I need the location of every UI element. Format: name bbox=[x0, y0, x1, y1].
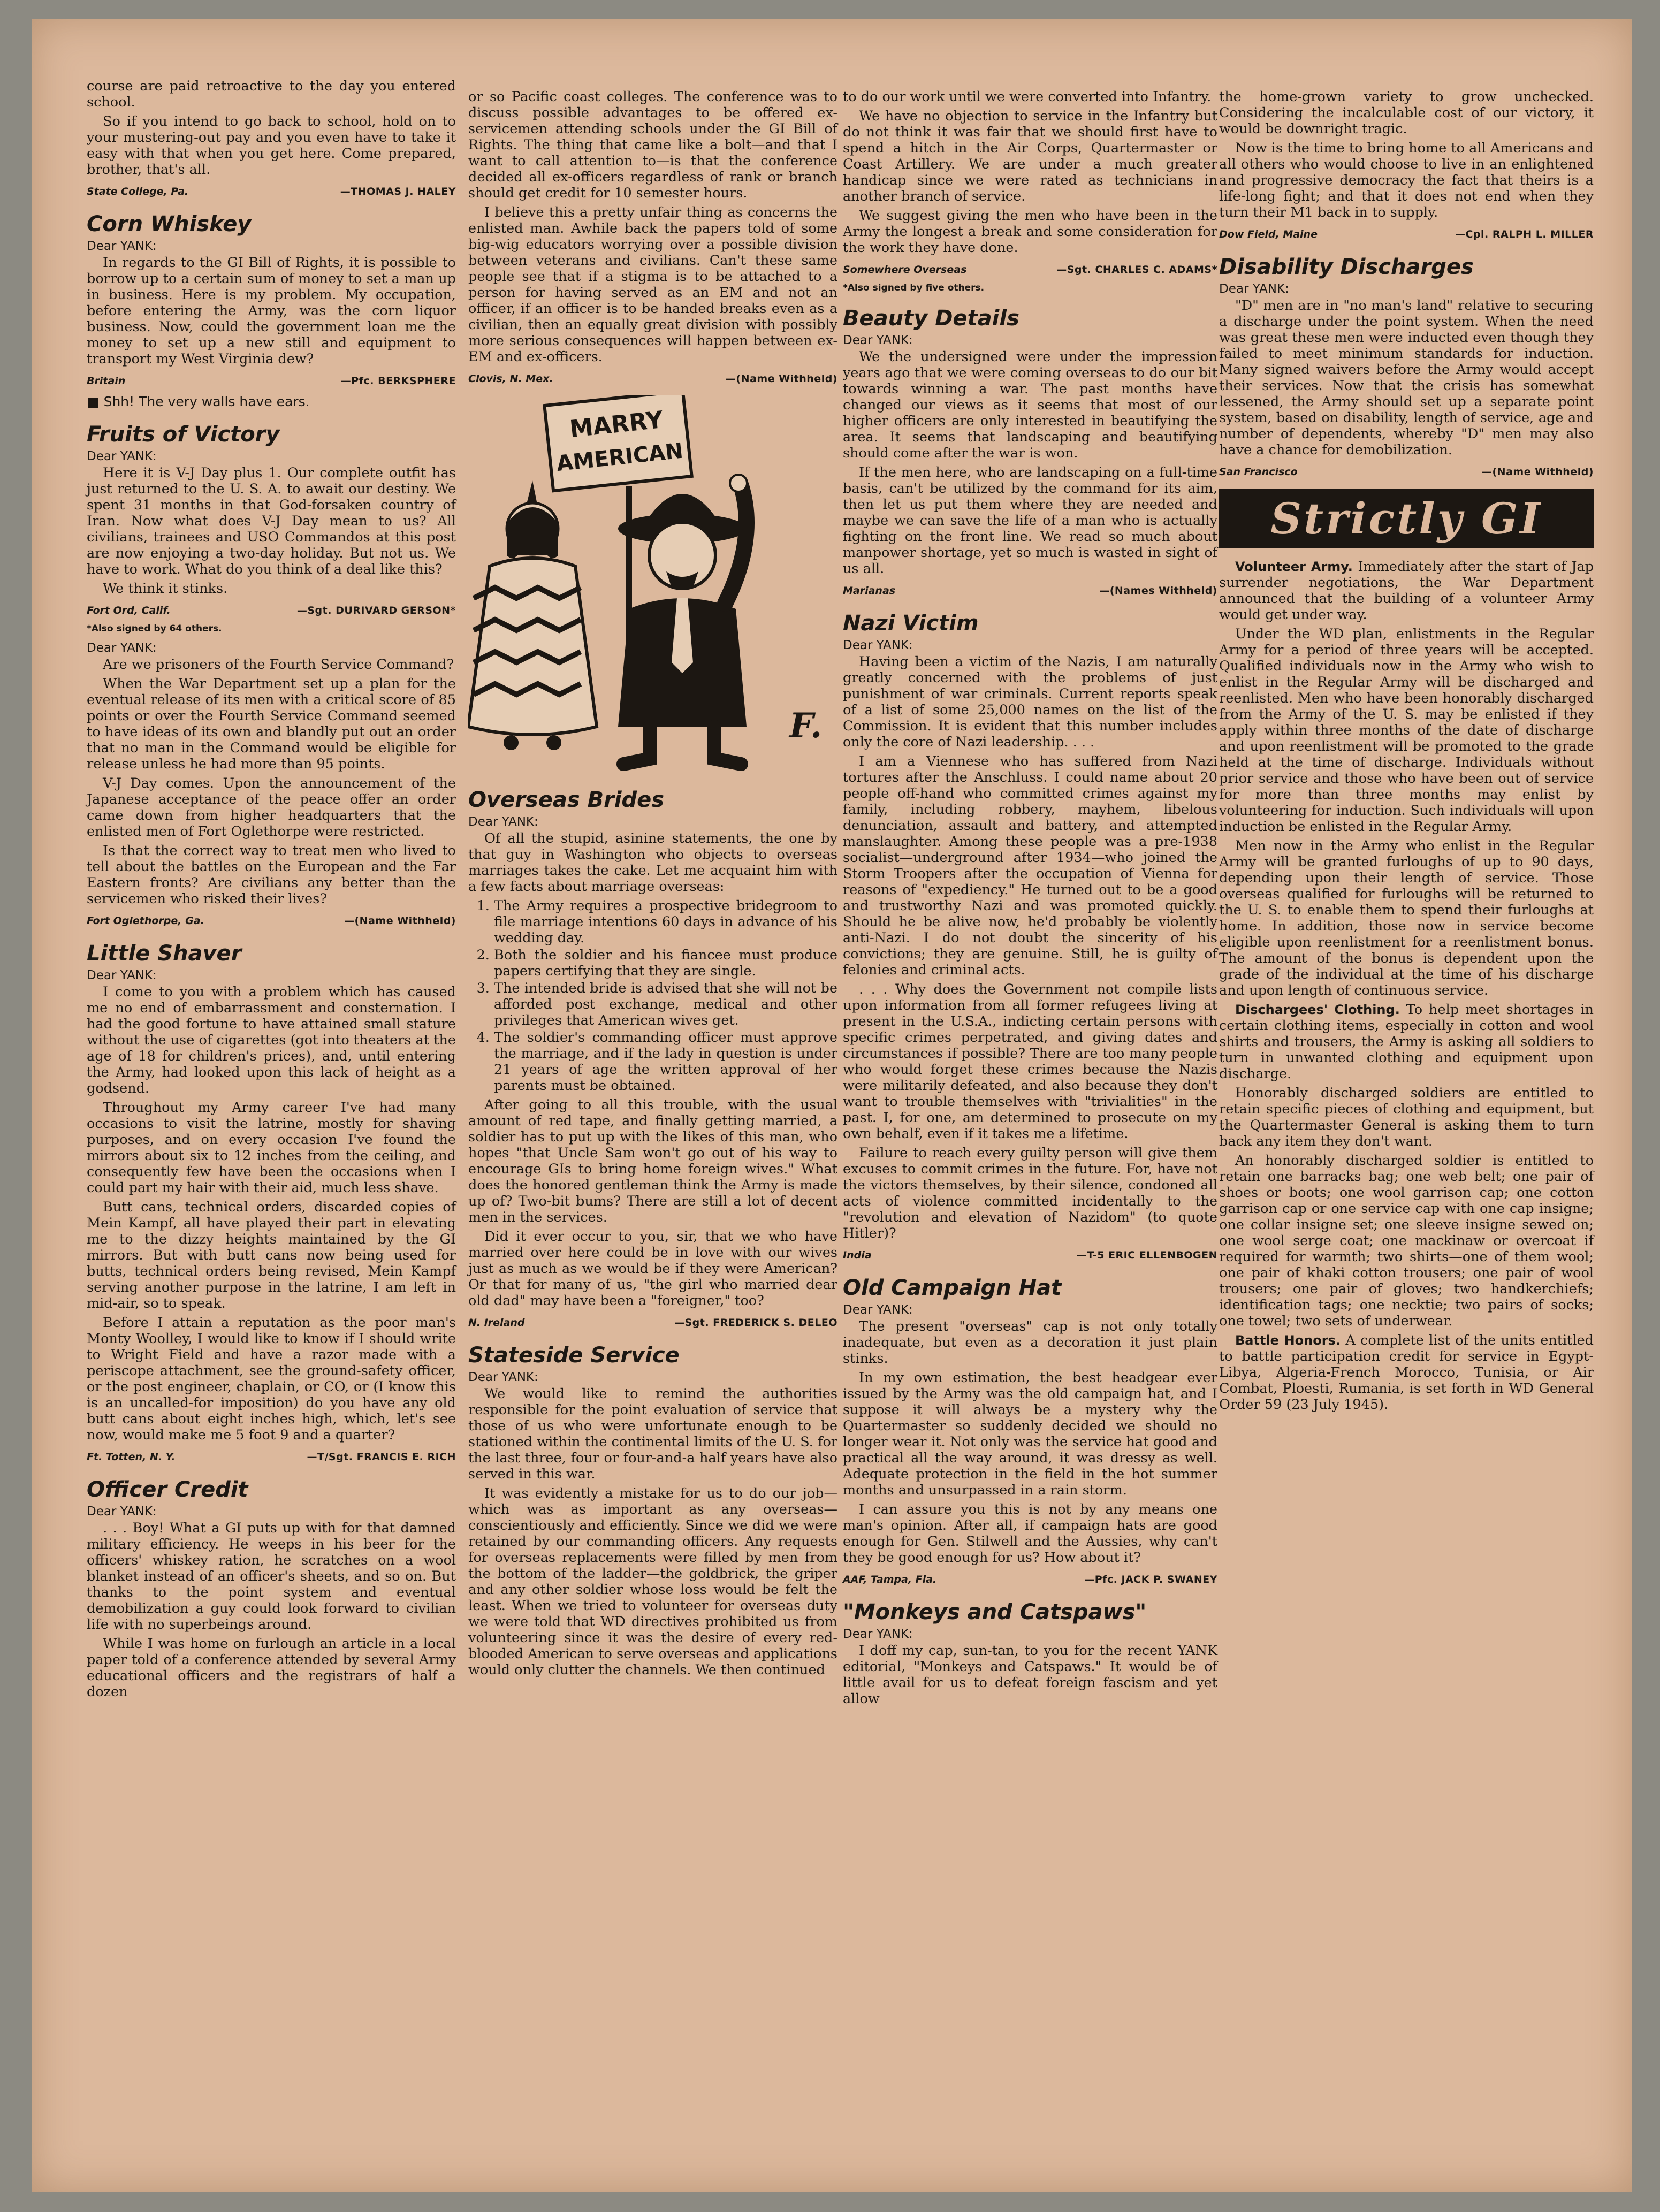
paragraph: We have no objection to service in the Infantry but do not think it was fair that we should first have to spend a hitch in the Air Corps, Quartermaster or Coast Artillery. We are under a much greater handicap since we were rated as technicians in another branch of service. bbox=[843, 108, 1217, 204]
paragraph: I can assure you this is not by any means one man's opinion. After all, if campaign hats are good enough for Gen. Stilwell and the Aussies, why can't they be good enough for us? How about it? bbox=[843, 1501, 1217, 1566]
letter-heading: Officer Credit bbox=[87, 1477, 248, 1502]
salutation: Dear YANK: bbox=[87, 1505, 157, 1519]
list-item: 4. The soldier's commanding officer must approve the marriage, and if the lady in question is under 21 years of age the written approval of her parents must be obtained. bbox=[494, 1029, 837, 1094]
letter-signature: Clovis, N. Mex. —(Name Withheld) bbox=[468, 373, 837, 385]
paragraph: I come to you with a problem which has caused me no end of embarrassment and consternation. I had the good fortune to have attained small stature without the use of cigarettes (got into theaters at the age of 18 for children's prices), and, until entering the Army, had looked upon this lack of height as a godsend. bbox=[87, 984, 456, 1096]
editor-reply: ■ Shh! The very walls have ears. bbox=[87, 394, 310, 409]
letter-signature: Marianas —(Names Withheld) bbox=[843, 585, 1217, 597]
marriage-facts-list bbox=[468, 898, 837, 1094]
sign-text-line2: AMERICAN bbox=[555, 438, 684, 477]
salutation: Dear YANK: bbox=[87, 449, 157, 463]
paragraph: V-J Day comes. Upon the announcement of the Japanese acceptance of the peace offer an order came down from higher headquarters that the enlisted men of Fort Oglethorpe were restricted. bbox=[87, 775, 456, 840]
letter-signature: Somewhere Overseas —Sgt. CHARLES C. ADAMS* bbox=[843, 264, 1217, 276]
section-lead: Volunteer Army. bbox=[1235, 559, 1353, 574]
paragraph: Is that the correct way to treat men who lived to tell about the battles on the European and the Far Eastern fronts? Are civilians any better than the servicemen who risked their lives? bbox=[87, 843, 456, 907]
column-3 bbox=[843, 89, 1217, 1710]
letter-signature: N. Ireland —Sgt. FREDERICK S. DELEO bbox=[468, 1317, 837, 1329]
letter-signature: India —T-5 ERIC ELLENBOGEN bbox=[843, 1249, 1217, 1261]
list-item: 3. The intended bride is advised that she will not be afforded post exchange, medical and other privileges that American wives get. bbox=[494, 980, 837, 1028]
paragraph: Throughout my Army career I've had many occasions to visit the latrine, mostly for shaving purposes, and on every occasion I've found the mirrors about six to 12 inches from the ceiling, and consequently few have been the occasions when I could part my hair with their aid, much less shave. bbox=[87, 1100, 456, 1196]
paragraph: Under the WD plan, enlistments in the Regular Army for a period of three years will be accepted. Qualified individuals now in the Army who wish to enlist in the Regular Army will be discharged and reenlisted. Men who have been honorably discharged from the Army of the U. S. may be enlisted if they apply within three months of the date of discharge and upon reenlistment will be promoted to the grade held at the time of discharge. Individuals without prior service and those who have been out of service for more than three months may enlist by volunteering for induction. Such individuals will upon induction be enlisted in the Regular Army. bbox=[1219, 626, 1594, 835]
column-1 bbox=[87, 78, 456, 1703]
letter-signature: Fort Oglethorpe, Ga. —(Name Withheld) bbox=[87, 915, 456, 927]
paragraph: Here it is V-J Day plus 1. Our complete outfit has just returned to the U. S. A. to await our destiny. We spent 31 months in that God-forsaken country of Iran. Now what does V-J Day mean to us? All civilians, trainees and USO Commandos at this post are now enjoying a two-day holiday. But not us. We have to work. What do you think of a deal like this? bbox=[87, 465, 456, 577]
sign-text-line1: MARRY bbox=[568, 406, 665, 444]
salutation: Dear YANK: bbox=[87, 968, 157, 982]
paragraph: . . . Boy! What a GI puts up with for that damned military efficiency. He weeps in his beer for the officers' whiskey ration, he scratches on a wool blanket instead of an officer's sheets, and so on. But thanks to the point system and eventual demobilization a guy could look forward to civilian life with no superbeings around. bbox=[87, 1520, 456, 1633]
paragraph: Of all the stupid, asinine statements, the one by that guy in Washington who objects to overseas marriages takes the cake. Let me acquaint him with a few facts about marriage overseas: bbox=[468, 830, 837, 895]
salutation: Dear YANK: bbox=[468, 1370, 538, 1384]
paragraph: We the undersigned were under the impression years ago that we were coming overseas to do our bit towards winning a war. The past months have changed our views as it seems that most of our higher officers are only interested in beautifying the area. It seems that landscaping and beautifying should come after the war is won. bbox=[843, 349, 1217, 461]
paragraph: In my own estimation, the best headgear ever issued by the Army was the old campaign hat, and I suppose it will always be a mystery why the Quartermaster so suddenly decided we should no longer wear it. Not only was the service hat good and practical all the way around, it was dressy as well. Adequate protection in the field in the hot summer months and unsurpassed in a rain storm. bbox=[843, 1370, 1217, 1498]
paragraph: Now is the time to bring home to all Americans and all others who would choose to live in an enlightened and progressive democracy the fact that theirs is a life-long fight; and that it does not end when they turn their M1 back in to supply. bbox=[1219, 140, 1594, 220]
list-item: 2. Both the soldier and his fiancee must produce papers certifying that they are single. bbox=[494, 947, 837, 979]
letter-signature: AAF, Tampa, Fla. —Pfc. JACK P. SWANEY bbox=[843, 1574, 1217, 1585]
letter-heading: Nazi Victim bbox=[843, 611, 979, 636]
marry-american-cartoon bbox=[468, 395, 837, 775]
letter-heading: Overseas Brides bbox=[468, 788, 665, 812]
salutation: Dear YANK: bbox=[843, 638, 913, 652]
salutation: Dear YANK: bbox=[468, 815, 538, 829]
paragraph: I am a Viennese who has suffered from Nazi tortures after the Anschluss. I could name about 20 people off-hand who committed crimes against my family, including robbery, mayhem, libelous denunciation, assault and battery, and attempted manslaughter. Among these people was a pre-1938 socialist—underground after 1934—who joined the Storm Troopers after the occupation of Vienna for reasons of "expediency." He turned out to be a good and trustworthy Nazi and was promoted quickly. Should he be alive now, he'd probably be violently anti-Nazi. I do not doubt the sincerity of his convictions; they are genuine. Still, he is guilty of felonies and criminal acts. bbox=[843, 753, 1217, 978]
letter-signature: Ft. Totten, N. Y. —T/Sgt. FRANCIS E. RICH bbox=[87, 1451, 456, 1463]
paragraph: Before I attain a reputation as the poor man's Monty Woolley, I would like to know if I should write to Wright Field and have a razor made with a periscope attachment, see the ground-safety officer, or the post engineer, chaplain, or CO, or (I know this is an uncalled-for imposition) do you have any old butt cans about eight inches high, which, let's see now, would make me 5 foot 9 and a quarter? bbox=[87, 1315, 456, 1443]
paragraph: Volunteer Army. Immediately after the start of Jap surrender negotiations, the War Department announced that the building of a volunteer Army would get under way. bbox=[1219, 559, 1594, 623]
column-2 bbox=[468, 89, 837, 1681]
letter-signature: Fort Ord, Calif. —Sgt. DURIVARD GERSON* bbox=[87, 605, 456, 616]
cartoonist-initial: F. bbox=[789, 706, 823, 746]
paragraph: We think it stinks. bbox=[103, 581, 228, 597]
paragraph: While I was home on furlough an article in a local paper told of a conference attended by several Army educational officers and the registrars of half a dozen bbox=[87, 1636, 456, 1700]
paragraph: Having been a victim of the Nazis, I am naturally greatly concerned with the problems of just punishment of war criminals. Current reports speak of a list of some 25,000 names on the list of the Commission. It is evident that this number includes only the core of Nazi leadership. . . . bbox=[843, 654, 1217, 750]
letter-signature: Britain —Pfc. BERKSPHERE bbox=[87, 375, 456, 387]
paragraph: the home-grown variety to grow unchecked. Considering the incalculable cost of our victory, it would be downright tragic. bbox=[1219, 89, 1594, 137]
paragraph: It was evidently a mistake for us to do our job—which was as important as any overseas—conscientiously and efficiently. Since we did we were retained by our commanding officers. Any requests for overseas replacements were filled by men from the bottom of the ladder—the goldbrick, the griper and any other soldier whose loss would be felt the least. When we tried to volunteer for overseas duty we were told that WD directives prohibited us from volunteering since it was the desire of every red-blooded American to serve overseas and applications would only clutter the channels. We then continued bbox=[468, 1485, 837, 1678]
paragraph: I doff my cap, sun-tan, to you for the recent YANK editorial, "Monkeys and Catspaws." It would be of little avail for us to defeat foreign fascism and yet allow bbox=[843, 1643, 1217, 1707]
letter-heading: Old Campaign Hat bbox=[843, 1276, 1062, 1300]
letter-signature: Dow Field, Maine —Cpl. RALPH L. MILLER bbox=[1219, 228, 1594, 240]
letter-heading: Little Shaver bbox=[87, 941, 242, 966]
paragraph: We would like to remind the authorities responsible for the point evaluation of service that those of us who were unfortunate enough to be stationed within the continental limits of the U. S. for the last three, four or four-and-a half years have also served in this war. bbox=[468, 1386, 837, 1482]
salutation: Dear YANK: bbox=[843, 1627, 913, 1641]
letter-signature: San Francisco —(Name Withheld) bbox=[1219, 466, 1594, 478]
footnote: *Also signed by five others. bbox=[843, 283, 985, 293]
paragraph: Honorably discharged soldiers are entitled to retain specific pieces of clothing and equipment, but the Quartermaster General is asking them to turn back any item they don't want. bbox=[1219, 1085, 1594, 1149]
salutation: Dear YANK: bbox=[1219, 282, 1289, 296]
paragraph: "D" men are in "no man's land" relative to securing a discharge under the point system. When the need was great these men were inducted even though they failed to meet minimum standards for induction. Many signed waivers before the Army would accept their services. Now that the crisis has somewhat lessened, the Army should set up a separate point system, based on disability, length of service, age and number of dependents, whereby "D" men may also have a chance for demobilization. bbox=[1219, 298, 1594, 458]
letter-signature: State College, Pa. —THOMAS J. HALEY bbox=[87, 186, 456, 197]
paragraph: Failure to reach every guilty person will give them excuses to commit crimes in the future. For, have not the victors themselves, by their silence, condoned all acts of violence committed incidentally to the "revolution and elevation of Nazidom" (to quote Hitler)? bbox=[843, 1145, 1217, 1241]
salutation: Dear YANK: bbox=[843, 333, 913, 347]
paragraph: We suggest giving the men who have been in the Army the longest a break and some consideration for the work they have done. bbox=[843, 208, 1217, 256]
letter-heading: Fruits of Victory bbox=[87, 422, 280, 447]
paragraph: After going to all this trouble, with the usual amount of red tape, and finally getting married, a soldier has to put up with the likes of this man, who hopes "that Uncle Sam won't go out of his way to encourage GIs to bring home foreign wives." What does the honored gentleman think the Army is made up of? Two-bit bums? There are still a lot of decent men in the services. bbox=[468, 1097, 837, 1225]
paragraph: to do our work until we were converted into Infantry. bbox=[843, 89, 1212, 105]
salutation: Dear YANK: bbox=[87, 239, 157, 253]
paragraph: Are we prisoners of the Fourth Service Command? bbox=[103, 657, 454, 673]
paragraph: When the War Department set up a plan for the eventual release of its men with a critical score of 85 points or over the Fourth Service Command seemed to have ideas of its own and blandly put out an order that no man in the Command would be eligible for release unless he had more than 95 points. bbox=[87, 676, 456, 772]
strictly-gi-banner: Strictly GI bbox=[1219, 489, 1594, 548]
letter-heading: Disability Discharges bbox=[1219, 255, 1474, 279]
paragraph: I believe this a pretty unfair thing as concerns the enlisted man. Awhile back the papers told of some big-wig educators worrying over a possible division between veterans and civilians. Can't these same people see that if a stigma is to be attached to a person for having served as an EM and not an officer, if an officer is to be handed breaks even as a civilian, then an equally great division with possibly more serious consequences will happen between ex-EM and ex-officers. bbox=[468, 204, 837, 365]
paragraph: Men now in the Army who enlist in the Regular Army will be granted furloughs of up to 90 days, depending upon their length of service. Those overseas qualified for furloughs will be returned to the U. S. to enable them to spend their furloughs at home. In addition, those now in service become eligible upon reenlistment for a reenlistment bonus. The amount of the bonus is dependent upon the grade of the individual at the time of his discharge and upon length of continuous service. bbox=[1219, 838, 1594, 998]
letter-heading: Stateside Service bbox=[468, 1343, 680, 1368]
salutation: Dear YANK: bbox=[843, 1303, 913, 1317]
paragraph: or so Pacific coast colleges. The conference was to discuss possible advantages to be offered ex-servicemen attending schools under the GI Bill of Rights. The thing that came like a bolt—and that I want to call attention to—is that the conference decided all ex-officers regardless of rank or branch should get credit for 10 semester hours. bbox=[468, 89, 837, 201]
section-lead: Battle Honors. bbox=[1235, 1333, 1341, 1348]
paragraph: An honorably discharged soldier is entitled to retain one barracks bag; one web belt; one pair of shoes or boots; one wool garrison cap; one cotton garrison cap or one service cap with one cap insigne; one collar insigne set; one sleeve insigne sewed on; one wool serge coat; one mackinaw or overcoat if required for warmth; two shirts—one of them wool; one pair of khaki cotton trousers; one pair of wool trousers; one pair of gloves; two handkerchiefs; identification tags; one necktie; two pairs of socks; one towel; two sets of underwear. bbox=[1219, 1153, 1594, 1329]
paragraph: Dischargees' Clothing. To help meet shortages in certain clothing items, especially in cotton and wool shirts and trousers, the Army is asking all soldiers to turn in unwanted clothing and equipment upon discharge. bbox=[1219, 1002, 1594, 1082]
section-lead: Dischargees' Clothing. bbox=[1235, 1002, 1400, 1017]
paragraph: . . . Why does the Government not compile lists upon information from all former refugees living at present in the U.S.A., indicting certain persons with specific crimes perpetrated, and giving dates and circumstances if possible? There are too many people who would forget these crimes because the Nazis were militarily defeated, and also because they don't want to trouble themselves with "trivialities" in the past. I, for one, am determined to prosecute on my own behalf, even if it takes me a lifetime. bbox=[843, 981, 1217, 1142]
paragraph: If the men here, who are landscaping on a full-time basis, can't be utilized by the command for its aim, then let us put them where they are needed and maybe we can save the life of a man who is actually fighting on the front line. We read so much about manpower shortage, yet so much is wasted in sight of us all. bbox=[843, 464, 1217, 577]
newspaper-page bbox=[32, 19, 1632, 2192]
paragraph: Butt cans, technical orders, discarded copies of Mein Kampf, all have played their part in elevating me to the dizzy heights maintained by the GI mirrors. But with butt cans now being used for butts, technical orders being revised, Mein Kampf serving another purpose in the latrine, I am left in mid-air, so to speak. bbox=[87, 1199, 456, 1311]
letter-heading: Beauty Details bbox=[843, 306, 1019, 331]
column-4 bbox=[1219, 89, 1594, 1416]
salutation: Dear YANK: bbox=[87, 641, 157, 655]
letter-heading: Corn Whiskey bbox=[87, 212, 252, 237]
paragraph: course are paid retroactive to the day you entered school. bbox=[87, 78, 456, 110]
paragraph: The present "overseas" cap is not only totally inadequate, but even as a decoration it just plain stinks. bbox=[843, 1318, 1217, 1367]
footnote: *Also signed by 64 others. bbox=[87, 623, 222, 634]
list-item: 1. The Army requires a prospective bridegroom to file marriage intentions 60 days in advance of his wedding day. bbox=[494, 898, 837, 946]
paragraph: Did it ever occur to you, sir, that we who have married over here could be in love with our wives just as much as we would be if they were American? Or that for many of us, "the girl who married dear old dad" may have been a "foreigner," too? bbox=[468, 1229, 837, 1309]
paragraph: Battle Honors. A complete list of the units entitled to battle participation credit for service in Egypt-Libya, Algeria-French Morocco, Tunisia, or Air Combat, Ploesti, Rumania, is set forth in WD General Order 59 (23 July 1945). bbox=[1219, 1332, 1594, 1413]
letter-heading: "Monkeys and Catspaws" bbox=[843, 1600, 1147, 1624]
paragraph: In regards to the GI Bill of Rights, it is possible to borrow up to a certain sum of money to set a man up in business. Here is my problem. My occupation, before entering the Army, was the corn liquor business. Now, could the government loan me the money to set up a new still and equipment to transport my West Virginia dew? bbox=[87, 255, 456, 367]
paragraph: So if you intend to go back to school, hold on to your mustering-out pay and you even have to take it easy with that when you get here. Come prepared, brother, that's all. bbox=[87, 113, 456, 178]
